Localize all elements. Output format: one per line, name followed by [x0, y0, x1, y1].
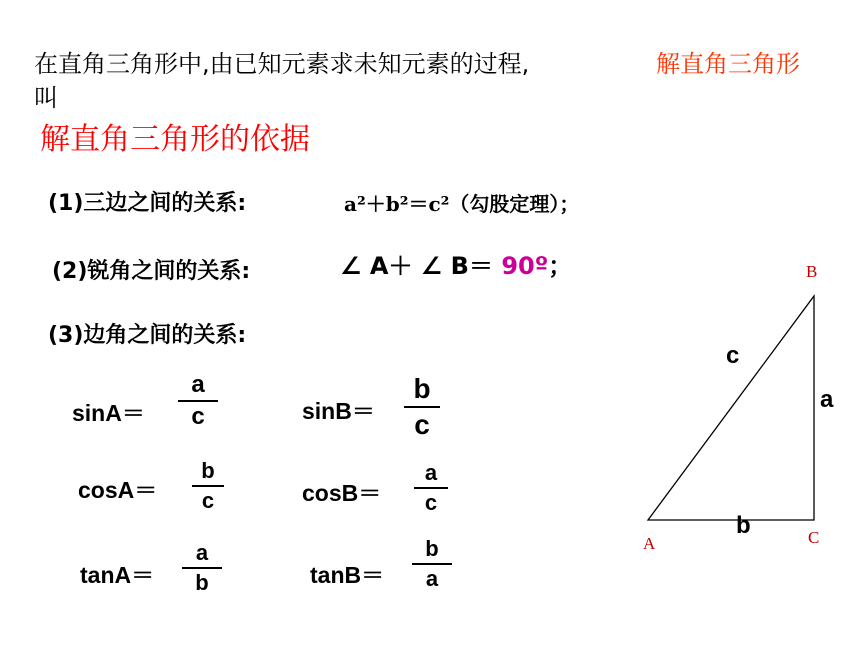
sinA-denominator: c	[191, 403, 205, 430]
relation-1-label: (1)三边之间的关系:	[48, 191, 247, 216]
cosB-numerator: a	[424, 460, 438, 485]
relation-2-label: (2)锐角之间的关系:	[52, 259, 251, 284]
relation-3-label: (3)边角之间的关系:	[48, 323, 247, 348]
cosB-label: cosB＝	[302, 480, 382, 506]
section-heading: 解直角三角形的依据	[40, 122, 310, 157]
intro-tail: 叫	[34, 84, 58, 112]
cosA-numerator: b	[201, 458, 215, 483]
cosB-denominator: c	[424, 490, 438, 515]
intro-highlight: 解直角三角形	[656, 50, 800, 78]
tanA-denominator: b	[195, 570, 209, 595]
angle-sum-suffix: ；	[548, 252, 573, 280]
sinA-numerator: a	[191, 371, 205, 398]
vertex-C-label: C	[808, 528, 820, 547]
tanB-numerator: b	[425, 536, 439, 561]
tanA-label: tanA＝	[80, 562, 155, 588]
intro-text: 在直角三角形中,由已知元素求未知元素的过程,	[34, 50, 530, 78]
side-c-label: c	[726, 342, 740, 369]
pythagorean-formula: a²＋b²＝c²（勾股定理）；	[344, 192, 580, 216]
side-a-label: a	[820, 386, 834, 413]
vertex-A-label: A	[643, 534, 656, 553]
sinA-label: sinA＝	[72, 400, 145, 426]
tanA-numerator: a	[195, 540, 209, 565]
tanB-label: tanB＝	[310, 562, 385, 588]
cosA-denominator: c	[201, 488, 215, 513]
triangle-shape	[648, 296, 814, 520]
sinB-label: sinB＝	[302, 398, 375, 424]
cosA-label: cosA＝	[78, 477, 158, 503]
angle-sum-value: 90º	[501, 252, 549, 280]
side-b-label: b	[736, 512, 751, 539]
sinB-denominator: c	[414, 409, 430, 440]
angle-sum-prefix: ∠ A＋ ∠ B＝	[340, 252, 502, 280]
sinB-numerator: b	[413, 373, 431, 404]
vertex-B-label: B	[806, 262, 818, 281]
tanB-denominator: a	[425, 566, 439, 591]
